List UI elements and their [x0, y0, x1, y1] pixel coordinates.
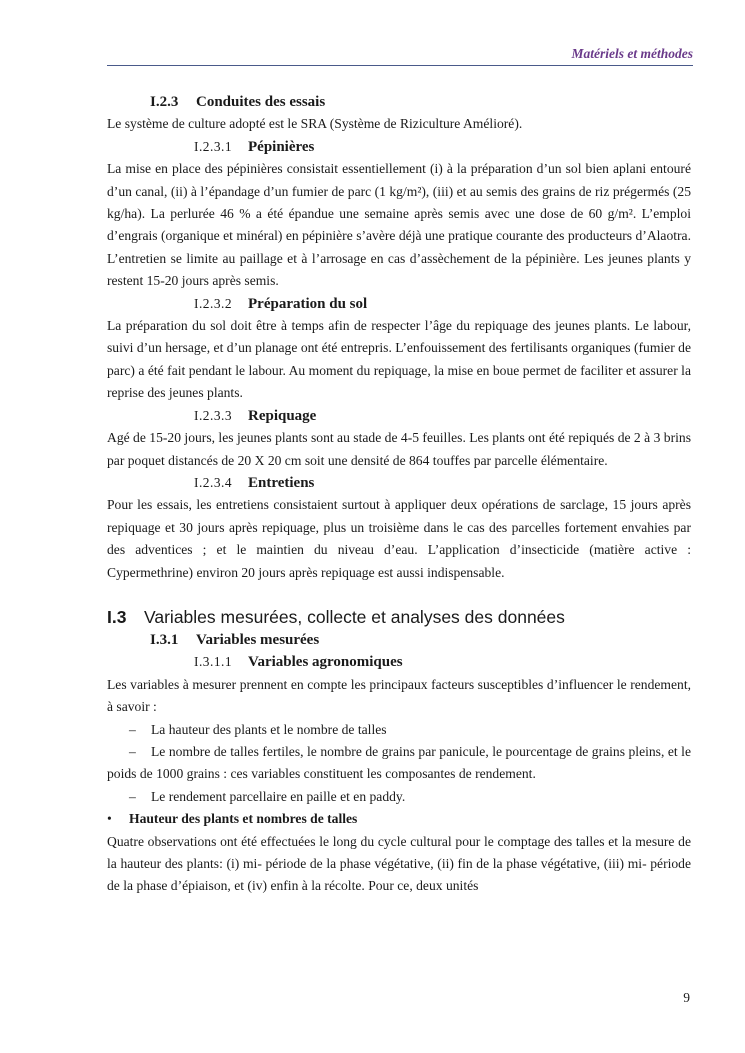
heading-title: Entretiens	[248, 474, 315, 491]
heading-number: I.2.3.2	[194, 295, 233, 311]
paragraph-entretiens: Pour les essais, les entretiens consistaient surtout à appliquer deux opérations de sarclage, 15 jours après repiquage et 30 jours après repiquage, plus un troisième dans le cas des parcelles fortement envahies par des adventices ; et le maintien du niveau d’eau. L’application d’insecticide (matière active : Cypermethrine) environ 20 jours après repiquage est aussi indispensable.	[107, 497, 691, 580]
running-header: Matériels et méthodes	[571, 46, 693, 61]
list-item-text: Le nombre de talles fertiles, le nombre de grains par panicule, le pourcentage de grains pleins, et le poids de 1000 grains : ces variables constituent les composantes de rendement.	[107, 743, 691, 782]
heading-number: I.3.1.1	[194, 654, 233, 670]
section-spacer	[107, 584, 691, 605]
heading-variables-agronomiques	[107, 651, 691, 673]
heading-title: Pépinières	[248, 138, 315, 155]
heading-title: Repiquage	[248, 407, 317, 424]
heading-number: I.3	[107, 606, 127, 627]
list-item	[107, 719, 691, 741]
list-item	[107, 786, 691, 808]
heading-title: Conduites des essais	[196, 94, 326, 110]
heading-number: I.3.1	[150, 631, 179, 648]
heading-title: Variables mesurées	[196, 631, 320, 648]
dash-marker: –	[129, 721, 136, 737]
paragraph-variables-intro: Les variables à mesurer prennent en compte les principaux facteurs susceptibles d’influencer le rendement, à savoir :	[107, 676, 691, 715]
dash-marker: –	[129, 788, 136, 804]
heading-number: I.2.3.1	[194, 138, 233, 154]
heading-number: I.2.3	[150, 94, 179, 110]
paragraph-observations: Quatre observations ont été effectuées le long du cycle cultural pour le comptage des talles et la mesure de la hauteur des plants: (i) mi- période de la phase végétative, (ii) fin de la phase végétative, (iii) mi- période de la phase d’épiaison, et (iv) enfin à la récolte. Pour ce, deux unités	[107, 833, 691, 894]
page-number: 9	[683, 990, 690, 1005]
heading-number: I.2.3.3	[194, 407, 233, 423]
bullet-marker: •	[107, 811, 112, 827]
heading-variables-mesurees-collecte	[107, 605, 691, 629]
heading-preparation-du-sol	[107, 293, 691, 315]
heading-repiquage	[107, 405, 691, 427]
paragraph-preparation-du-sol: La préparation du sol doit être à temps afin de respecter l’âge du repiquage des jeunes plants. Le labour, suivi d’un hersage, et d’un planage ont été entrepris. L’enfouissement des fertilisants organiques (fumier de parc) a été fait pendant le labour. Au moment du repiquage, la mise en boue permet de faciliter et assurer la reprise des jeunes plants.	[107, 318, 691, 401]
heading-title: Variables mesurées, collecte et analyses des données	[144, 606, 565, 627]
dash-marker: –	[129, 743, 136, 759]
paragraph-systeme-culture: Le système de culture adopté est le SRA (Système de Riziculture Amélioré).	[107, 116, 523, 132]
heading-entretiens	[107, 472, 691, 494]
heading-variables-mesurees	[107, 629, 691, 651]
list-item-text: La hauteur des plants et le nombre de talles	[151, 721, 387, 737]
bullet-heading-text: Hauteur des plants et nombres de talles	[129, 811, 358, 827]
paragraph-repiquage: Agé de 15-20 jours, les jeunes plants sont au stade de 4-5 feuilles. Les plants ont été repiqués de 2 à 3 brins par poquet distancés de 20 X 20 cm soit une densité de 864 touffes par parcelle élémentaire.	[107, 430, 691, 468]
page-body	[107, 91, 691, 898]
heading-pepinieres	[107, 136, 691, 158]
bullet-heading-hauteur-talles	[107, 808, 691, 830]
paragraph-pepinieres: La mise en place des pépinières consistait essentiellement (i) à la préparation d’un sol bien aplani entouré d’un canal, (ii) à l’épandage d’un fumier de parc (1 kg/m²), (iii) et au semis des grains de riz prégermés (25 kg/ha). La perlurée 46 % a été épandue une semaine après semis avec une dose de 60 g/m². L’emploi d’engrais (organique et minéral) en pépinière s’avère déjà une pratique courante des producteurs d’Alaotra. L’entretien se limite au paillage et à l’arrosage en cas d’assèchement de la pépinière. Les jeunes plants y restent 15-20 jours après semis.	[107, 161, 691, 289]
heading-conduites-des-essais	[107, 91, 691, 113]
header-rule	[107, 65, 693, 66]
list-item	[107, 741, 691, 786]
heading-number: I.2.3.4	[194, 474, 233, 490]
list-item-text: Le rendement parcellaire en paille et en paddy.	[151, 788, 406, 804]
heading-title: Variables agronomiques	[248, 654, 403, 671]
heading-title: Préparation du sol	[248, 295, 368, 312]
